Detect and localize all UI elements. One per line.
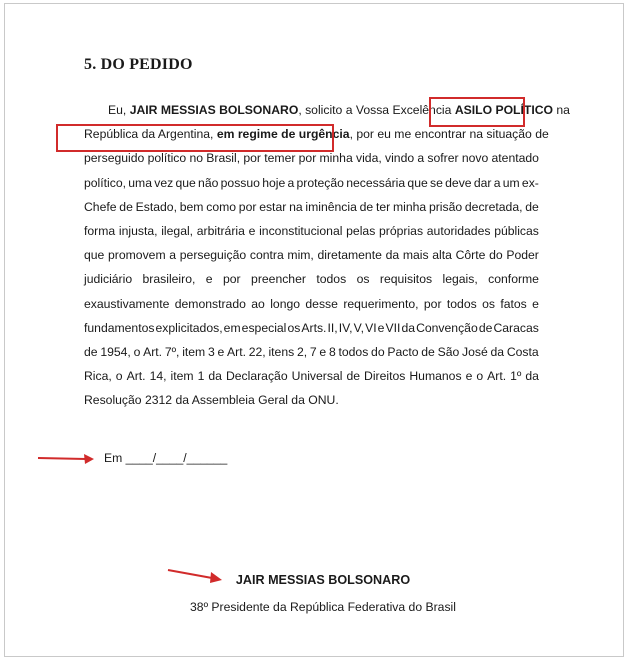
word: sofrer — [427, 151, 459, 166]
urgency-phrase: em regime de urgência — [216, 127, 350, 142]
word: alta — [432, 248, 452, 263]
word: Costa — [506, 344, 539, 359]
word: diretamente — [317, 248, 382, 263]
word: exaustivamente — [84, 296, 170, 311]
paragraph-line — [84, 98, 570, 122]
word: contra — [249, 248, 284, 263]
word: Chefe — [84, 199, 117, 214]
word: VII — [385, 320, 401, 335]
word: a — [287, 175, 295, 190]
text-segment: República da Argentina, — [84, 127, 217, 142]
word: a — [493, 175, 501, 190]
word: e — [465, 369, 473, 384]
text-segment: , solicito a Vossa Excelência — [298, 103, 455, 117]
word: desse — [305, 296, 338, 311]
word: político — [147, 151, 187, 166]
word: da — [401, 320, 416, 335]
paragraph-line — [84, 364, 539, 388]
word: uma — [128, 175, 152, 190]
word: de — [346, 369, 361, 384]
word: de — [359, 199, 374, 214]
word: perseguição — [179, 248, 247, 263]
word: V, — [353, 320, 364, 335]
word: Art. — [487, 369, 507, 384]
word: forma — [84, 223, 116, 238]
word: que — [175, 175, 196, 190]
word: de — [119, 199, 133, 214]
word: ex- — [521, 175, 539, 190]
word: minha — [319, 151, 353, 166]
word: Art. — [227, 344, 246, 359]
word: Caracas — [493, 320, 539, 335]
text-segment: na — [553, 103, 570, 117]
word: como — [206, 199, 237, 214]
word: inconstitucional — [259, 223, 343, 238]
word: José — [462, 344, 488, 359]
word: deve — [445, 175, 472, 190]
word: brasileiro, — [142, 272, 196, 287]
word: conforme — [488, 272, 539, 287]
word: 1º — [510, 369, 522, 384]
line-text: Resolução 2312 da Assembleia Geral da ONU. — [84, 393, 339, 408]
word: todos — [316, 272, 347, 287]
word: de — [478, 320, 493, 335]
word: Declaração — [225, 369, 288, 384]
text-segment: Eu, — [108, 103, 130, 117]
word: explicitados, — [155, 320, 223, 335]
word: autoridades — [426, 223, 491, 238]
word: estar — [259, 199, 287, 214]
word: fundamentos — [84, 320, 155, 335]
word: demonstrado — [174, 296, 246, 311]
word: se — [430, 175, 443, 190]
word: injusta, — [118, 223, 158, 238]
word: Rica, — [84, 369, 112, 384]
paragraph-line — [84, 219, 539, 243]
word: 1 — [197, 369, 205, 384]
word: Universal — [291, 369, 343, 384]
word: itens — [268, 344, 295, 359]
word: os — [482, 296, 495, 311]
word: os — [356, 272, 370, 287]
section-heading: 5. DO PEDIDO — [84, 56, 193, 73]
word: preencher — [251, 272, 306, 287]
word: Humanos — [409, 369, 462, 384]
word: e — [319, 344, 327, 359]
word: 14, — [149, 369, 167, 384]
word: judiciário — [84, 272, 133, 287]
word: ilegal, — [161, 223, 194, 238]
word: ao — [251, 296, 265, 311]
word: 22, — [248, 344, 266, 359]
word: 7º, — [164, 344, 180, 359]
word: por — [238, 199, 257, 214]
word: São — [437, 344, 460, 359]
asylum-phrase: ASILO POLÍTICO — [454, 103, 553, 117]
word: de — [421, 344, 435, 359]
word: do — [489, 248, 503, 263]
signature-name: JAIR MESSIAS BOLSONARO — [235, 573, 411, 587]
word: item — [182, 344, 206, 359]
signature-title: 38º Presidente da República Federativa do Brasil — [190, 600, 456, 614]
paragraph-line — [84, 316, 539, 340]
word: e — [532, 296, 539, 311]
word: o — [476, 369, 484, 384]
paragraph-line — [84, 388, 539, 412]
word: o — [133, 344, 141, 359]
word: Art. — [143, 344, 163, 359]
word: de — [525, 199, 539, 214]
word: proteção — [296, 175, 344, 190]
word: públicas — [494, 223, 539, 238]
word: atentado — [491, 151, 539, 166]
word: da — [525, 369, 539, 384]
word: a — [417, 151, 425, 166]
word: em — [223, 320, 241, 335]
word: e — [205, 272, 213, 287]
word: mim, — [287, 248, 314, 263]
word: arbitrária — [196, 223, 245, 238]
paragraph-line — [84, 292, 539, 316]
name-bold: JAIR MESSIAS BOLSONARO — [129, 103, 299, 117]
word: 3 — [207, 344, 215, 359]
word: vida, — [355, 151, 382, 166]
word: 1954, — [100, 344, 131, 359]
paragraph-line — [84, 340, 539, 364]
word: por — [223, 272, 241, 287]
word: legais, — [442, 272, 478, 287]
word: todos — [338, 344, 369, 359]
word: Côrte — [455, 248, 486, 263]
word: Estado, — [135, 199, 177, 214]
word: Poder — [506, 248, 539, 263]
word: II, — [327, 320, 338, 335]
word: Brasil, — [206, 151, 241, 166]
word: especial — [241, 320, 287, 335]
word: político, — [84, 175, 127, 190]
word: vindo — [384, 151, 415, 166]
word: da — [490, 344, 505, 359]
word: não — [198, 175, 219, 190]
word: possuo — [220, 175, 260, 190]
word: de — [84, 344, 98, 359]
word: Direitos — [364, 369, 406, 384]
word: Art. — [126, 369, 146, 384]
word: vez — [154, 175, 174, 190]
word: fatos — [500, 296, 527, 311]
paragraph-line — [84, 195, 539, 219]
word: requerimento, — [343, 296, 419, 311]
word: 2, — [296, 344, 308, 359]
word: Convenção — [416, 320, 478, 335]
word: a — [169, 248, 177, 263]
word: todos — [446, 296, 477, 311]
word: por — [243, 151, 261, 166]
word: pelas — [346, 223, 376, 238]
word: do — [371, 344, 385, 359]
word: Pacto — [387, 344, 419, 359]
word: por — [298, 151, 317, 166]
word: dar — [473, 175, 492, 190]
word: perseguido — [84, 151, 145, 166]
word: decretada, — [464, 199, 523, 214]
word: da — [385, 248, 400, 263]
word: ter — [375, 199, 391, 214]
word: temer — [264, 151, 296, 166]
word: novo — [461, 151, 489, 166]
word: minha — [392, 199, 427, 214]
word: bem — [179, 199, 204, 214]
word: próprias — [379, 223, 424, 238]
word: mais — [402, 248, 429, 263]
word: necessária — [346, 175, 406, 190]
word: por — [423, 296, 442, 311]
word: e — [217, 344, 225, 359]
word: os — [287, 320, 301, 335]
paragraph-line — [84, 171, 539, 195]
word: um — [502, 175, 520, 190]
paragraph-line — [84, 146, 539, 170]
date-line: Em ____/____/______ — [104, 451, 228, 465]
word: hoje — [262, 175, 286, 190]
word: promovem — [108, 248, 166, 263]
word: 8 — [328, 344, 336, 359]
word: VI — [365, 320, 377, 335]
request-paragraph — [84, 98, 570, 412]
word: da — [208, 369, 222, 384]
text-segment: , por eu me encontrar na situação de — [349, 127, 549, 142]
word: e — [248, 223, 256, 238]
word: o — [115, 369, 123, 384]
word: e — [377, 320, 385, 335]
paragraph-line — [84, 243, 539, 267]
word: Arts. — [301, 320, 327, 335]
paragraph-line — [84, 267, 539, 291]
word: IV, — [338, 320, 353, 335]
paragraph-line — [84, 122, 549, 146]
word: que — [407, 175, 428, 190]
word: requisitos — [379, 272, 433, 287]
word: prisão — [428, 199, 463, 214]
word: que — [84, 248, 105, 263]
word: longo — [270, 296, 301, 311]
word: na — [289, 199, 303, 214]
word: item — [170, 369, 194, 384]
word: iminência — [305, 199, 357, 214]
word: 7 — [309, 344, 317, 359]
word: no — [189, 151, 203, 166]
arrow-icon — [36, 452, 96, 466]
